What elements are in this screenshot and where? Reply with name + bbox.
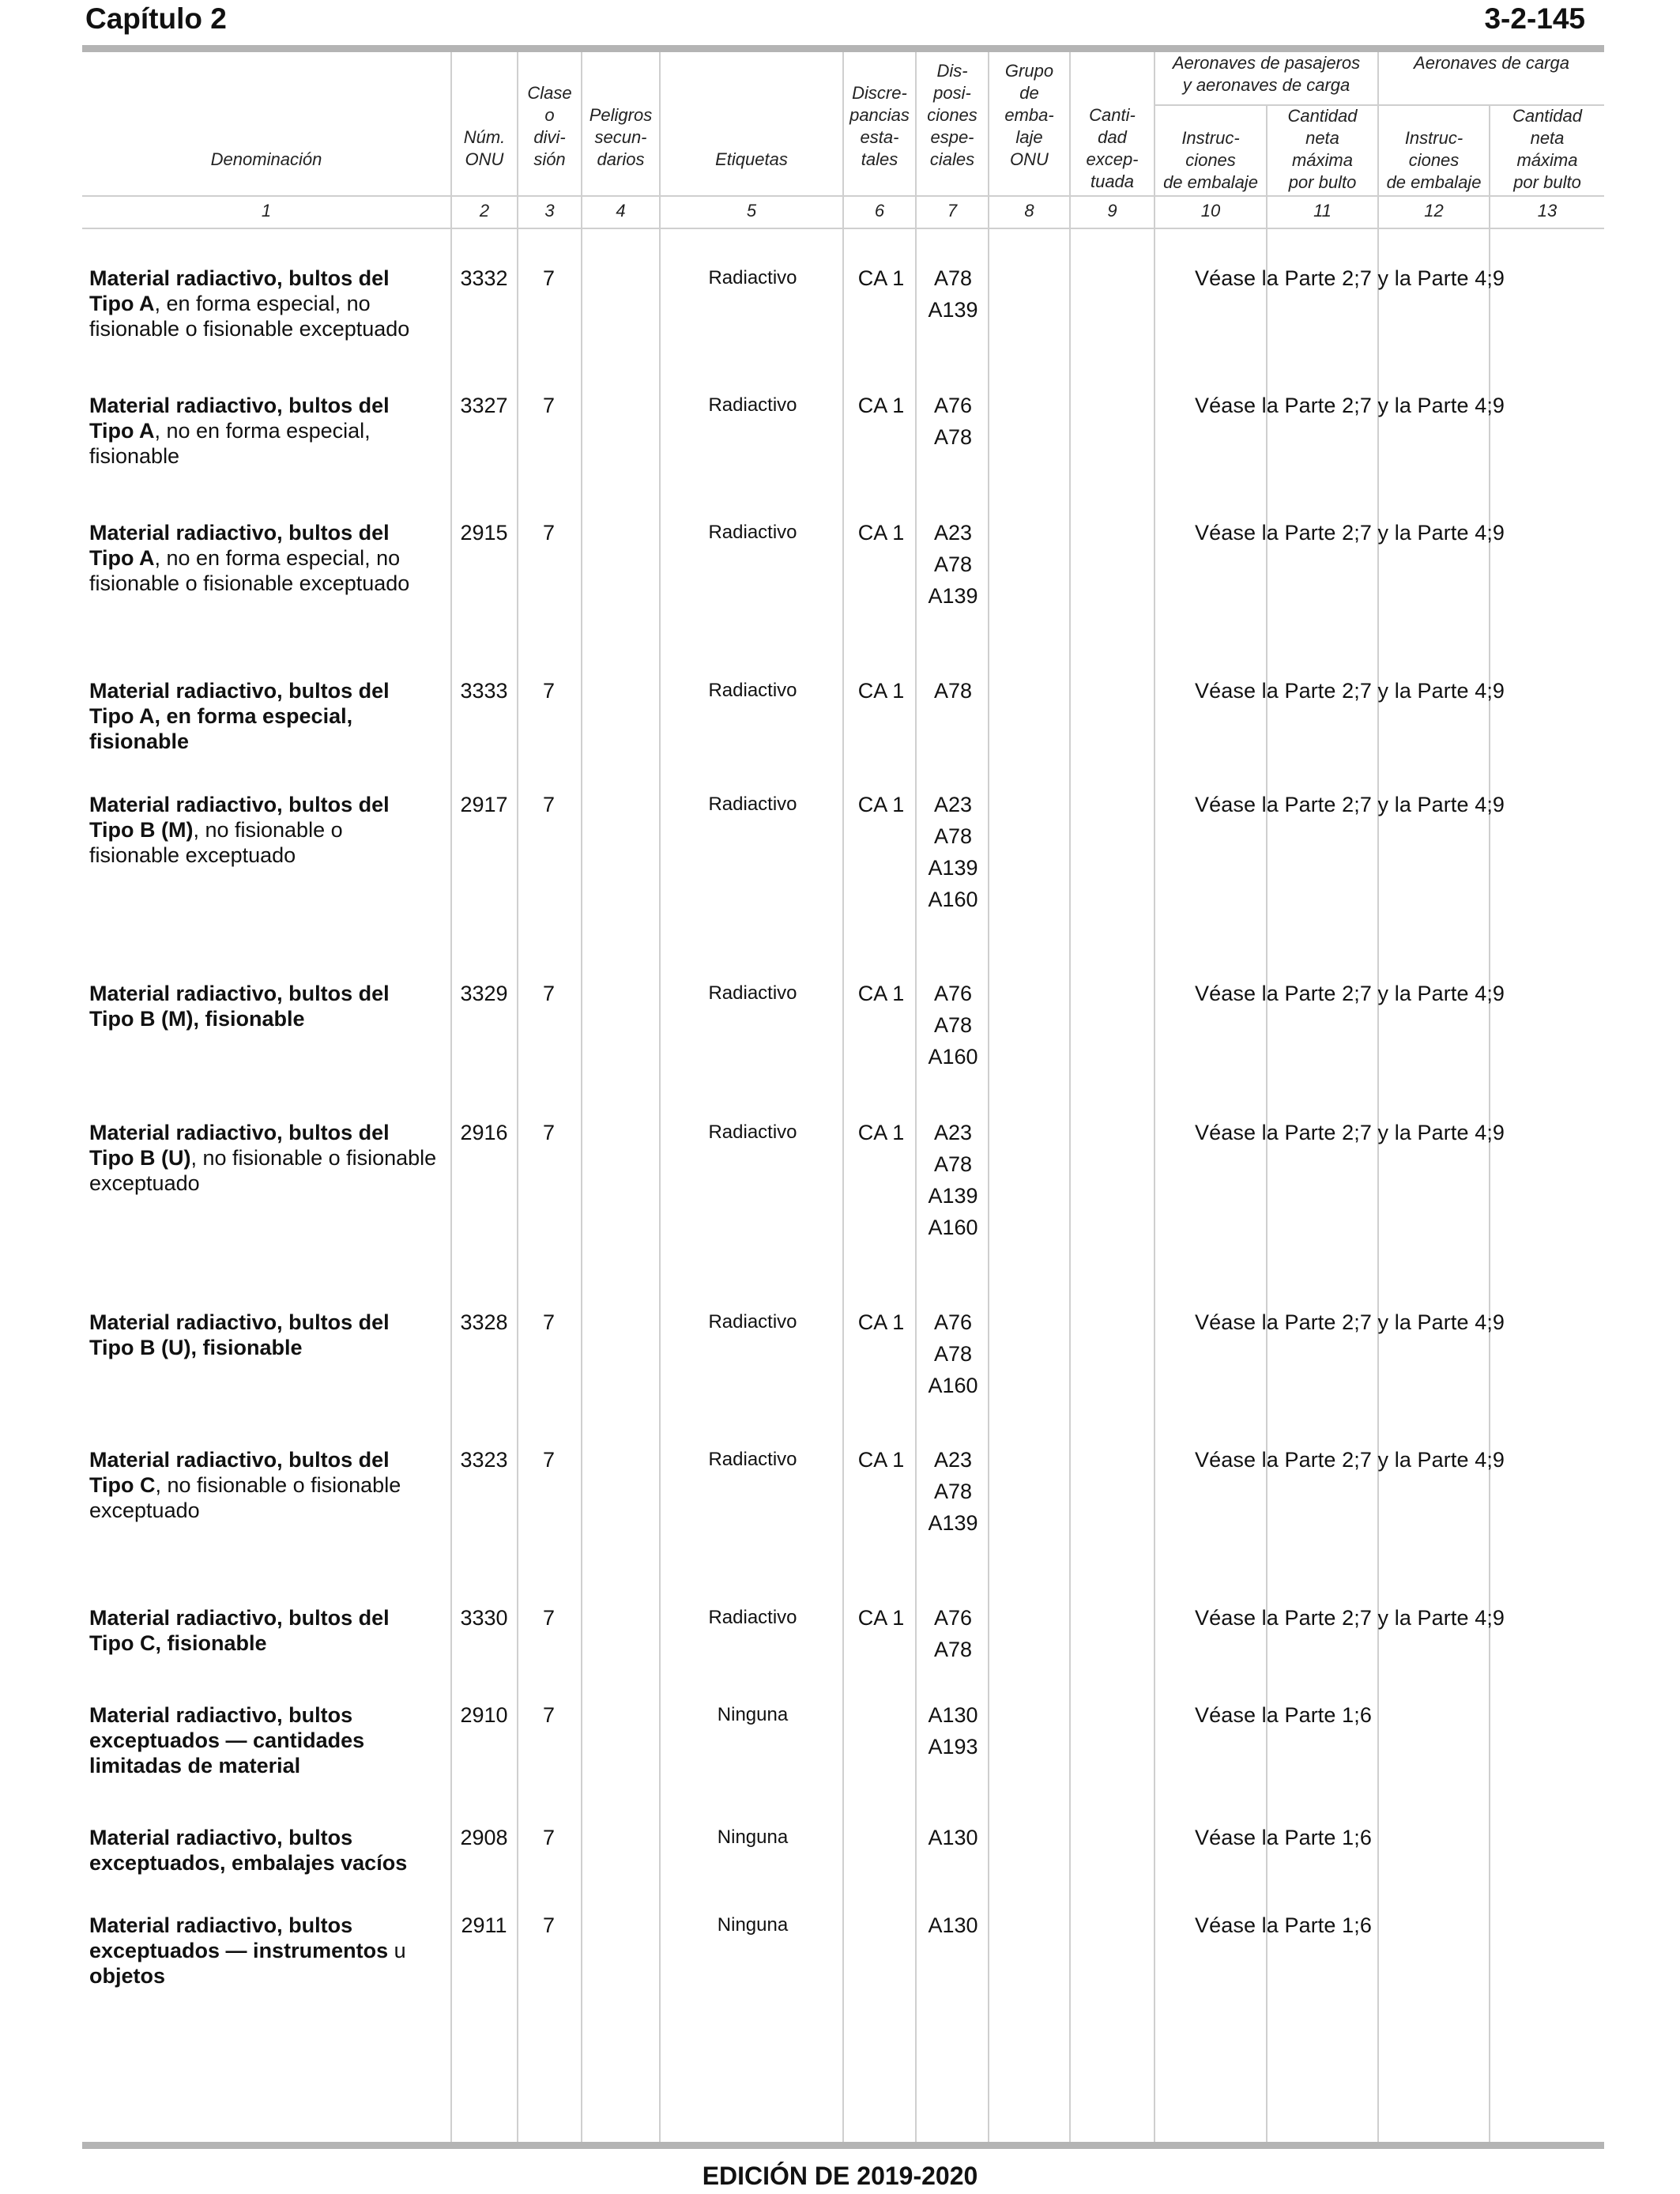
un-number: 2916 xyxy=(460,1121,508,1144)
special-provisions xyxy=(917,390,989,453)
special-provision-code: A23 xyxy=(933,521,973,545)
state-variation: CA 1 xyxy=(857,679,905,703)
header-denomination: Denominación xyxy=(210,149,322,169)
special-provision-code: A23 xyxy=(933,793,973,816)
state-variation: CA 1 xyxy=(857,521,905,545)
bottom-rule xyxy=(82,2142,1604,2149)
special-provision-code: A160 xyxy=(928,1045,978,1069)
hazard-label: Ninguna xyxy=(717,1914,789,1936)
special-provision-code: A139 xyxy=(928,1511,978,1535)
special-provision-code: A78 xyxy=(933,1480,973,1503)
special-provision-code: A193 xyxy=(928,1735,978,1759)
proper-shipping-name: Material radiactivo, bultos exceptuados — instrumentos u objetos xyxy=(89,1913,406,1988)
proper-shipping-name: Material radiactivo, bultos del Tipo B (M), no fisionable o fisionable exceptuado xyxy=(89,793,390,867)
special-provision-code: A78 xyxy=(933,1638,973,1661)
column-number: 12 xyxy=(1424,201,1444,221)
special-provision-code: A23 xyxy=(933,1121,973,1144)
header-cargo-packing-instructions: Instruc- ciones de embalaje xyxy=(1386,128,1482,192)
state-variation: CA 1 xyxy=(857,1121,905,1144)
special-provision-code: A76 xyxy=(933,982,973,1005)
hazard-label: Radiactivo xyxy=(708,394,797,416)
hazard-label: Radiactivo xyxy=(708,1607,797,1628)
class-division: 7 xyxy=(542,1121,556,1144)
reference-note: Véase la Parte 2;7 y la Parte 4;9 xyxy=(1195,982,1505,1005)
reference-note: Véase la Parte 2;7 y la Parte 4;9 xyxy=(1195,1448,1505,1472)
header-cargo-max-net-qty: Cantidad neta máxima por bulto xyxy=(1512,106,1583,192)
class-division: 7 xyxy=(542,1448,556,1472)
special-provision-code: A78 xyxy=(933,679,973,703)
col-divider xyxy=(517,52,518,2142)
special-provision-code: A160 xyxy=(928,888,978,911)
proper-shipping-name: Material radiactivo, bultos del Tipo A, en forma especial, fisionable xyxy=(89,679,390,753)
header-special-provisions: Dis- posi- ciones espe- ciales xyxy=(927,61,977,169)
hazard-label: Radiactivo xyxy=(708,680,797,701)
column-number: 4 xyxy=(616,201,626,221)
special-provision-code: A130 xyxy=(928,1913,978,1937)
class-division: 7 xyxy=(542,1913,556,1937)
class-division: 7 xyxy=(542,1703,556,1727)
reference-note: Véase la Parte 2;7 y la Parte 4;9 xyxy=(1195,394,1505,417)
reference-note: Véase la Parte 2;7 y la Parte 4;9 xyxy=(1195,793,1505,816)
un-number: 3330 xyxy=(460,1606,508,1630)
special-provision-code: A78 xyxy=(933,824,973,848)
special-provisions xyxy=(917,262,989,326)
special-provisions xyxy=(917,1117,989,1243)
top-rule xyxy=(82,45,1604,52)
class-division: 7 xyxy=(542,982,556,1005)
hazard-label: Radiactivo xyxy=(708,1449,797,1470)
column-number: 1 xyxy=(261,201,272,221)
special-provision-code: A23 xyxy=(933,1448,973,1472)
col-divider xyxy=(1154,52,1155,2142)
class-division: 7 xyxy=(542,266,556,290)
special-provision-code: A78 xyxy=(933,266,973,290)
class-division: 7 xyxy=(542,521,556,545)
un-number: 3332 xyxy=(460,266,508,290)
hazard-label: Radiactivo xyxy=(708,1311,797,1333)
proper-shipping-name: Material radiactivo, bultos del Tipo B (U), fisionable xyxy=(89,1310,390,1359)
un-number: 2908 xyxy=(460,1826,508,1849)
hazard-label: Ninguna xyxy=(717,1704,789,1725)
un-number: 2915 xyxy=(460,521,508,545)
class-division: 7 xyxy=(542,1826,556,1849)
column-number: 13 xyxy=(1537,201,1558,221)
reference-note: Véase la Parte 2;7 y la Parte 4;9 xyxy=(1195,1121,1505,1144)
column-number: 2 xyxy=(479,201,490,221)
un-number: 2911 xyxy=(461,1913,507,1937)
state-variation: CA 1 xyxy=(857,793,905,816)
reference-note: Véase la Parte 1;6 xyxy=(1195,1703,1372,1727)
page-number: 3-2-145 xyxy=(1484,2,1585,35)
special-provisions xyxy=(917,1602,989,1665)
special-provision-code: A160 xyxy=(928,1374,978,1397)
special-provisions xyxy=(917,789,989,915)
proper-shipping-name: Material radiactivo, bultos del Tipo A, en forma especial, no fisionable o fisionable exceptuado xyxy=(89,266,410,341)
hazard-label: Radiactivo xyxy=(708,982,797,1004)
un-number: 3323 xyxy=(460,1448,508,1472)
column-number: 8 xyxy=(1024,201,1034,221)
special-provisions xyxy=(917,1822,989,1853)
header-class-division: Clase o divi- sión xyxy=(527,83,572,169)
un-number: 3328 xyxy=(460,1310,508,1334)
col-divider xyxy=(581,52,582,2142)
reference-note: Véase la Parte 2;7 y la Parte 4;9 xyxy=(1195,266,1505,290)
column-number: 9 xyxy=(1107,201,1117,221)
special-provision-code: A78 xyxy=(933,425,973,449)
header-labels: Etiquetas xyxy=(715,149,788,169)
header-pax-max-net-qty: Cantidad neta máxima por bulto xyxy=(1287,106,1358,192)
class-division: 7 xyxy=(542,793,556,816)
column-number: 6 xyxy=(874,201,885,221)
un-number: 2917 xyxy=(460,793,508,816)
un-number: 2910 xyxy=(460,1703,508,1727)
special-provisions xyxy=(917,1306,989,1401)
header-passenger-aircraft: Aeronaves de pasajeros y aeronaves de carga xyxy=(1172,53,1361,95)
special-provisions xyxy=(917,1699,989,1762)
reference-note: Véase la Parte 1;6 xyxy=(1195,1913,1372,1937)
proper-shipping-name: Material radiactivo, bultos del Tipo C, fisionable xyxy=(89,1606,390,1655)
un-number: 3327 xyxy=(460,394,508,417)
special-provision-code: A76 xyxy=(933,1310,973,1334)
un-number: 3329 xyxy=(460,982,508,1005)
col-divider xyxy=(450,52,452,2142)
column-number: 7 xyxy=(947,201,958,221)
column-numbers-line xyxy=(82,228,1604,229)
special-provisions xyxy=(917,1909,989,1941)
special-provision-code: A76 xyxy=(933,1606,973,1630)
special-provision-code: A130 xyxy=(928,1703,978,1727)
reference-note: Véase la Parte 2;7 y la Parte 4;9 xyxy=(1195,679,1505,703)
column-number: 3 xyxy=(544,201,555,221)
header-un-number: Núm. ONU xyxy=(463,127,506,169)
special-provisions xyxy=(917,517,989,612)
special-provision-code: A139 xyxy=(928,1184,978,1208)
class-division: 7 xyxy=(542,394,556,417)
state-variation: CA 1 xyxy=(857,266,905,290)
state-variation: CA 1 xyxy=(857,394,905,417)
header-subsidiary-hazards: Peligros secun- darios xyxy=(589,105,653,169)
proper-shipping-name: Material radiactivo, bultos del Tipo B (U), no fisionable o fisionable exceptuado xyxy=(89,1121,437,1195)
state-variation: CA 1 xyxy=(857,1606,905,1630)
hazard-label: Radiactivo xyxy=(708,794,797,815)
special-provision-code: A78 xyxy=(933,552,973,576)
chapter-title: Capítulo 2 xyxy=(85,2,227,35)
class-division: 7 xyxy=(542,679,556,703)
special-provision-code: A139 xyxy=(928,584,978,608)
edition-footer: EDICIÓN DE 2019-2020 xyxy=(702,2162,978,2190)
header-pax-packing-instructions: Instruc- ciones de embalaje xyxy=(1163,128,1258,192)
proper-shipping-name: Material radiactivo, bultos exceptuados, embalajes vacíos xyxy=(89,1826,408,1875)
special-provision-code: A160 xyxy=(928,1216,978,1239)
special-provisions xyxy=(917,1444,989,1539)
special-provisions xyxy=(917,675,989,707)
special-provision-code: A130 xyxy=(928,1826,978,1849)
hazard-label: Radiactivo xyxy=(708,1122,797,1143)
state-variation: CA 1 xyxy=(857,982,905,1005)
reference-note: Véase la Parte 2;7 y la Parte 4;9 xyxy=(1195,521,1505,545)
header-excepted-quantity: Canti- dad excep- tuada xyxy=(1086,105,1139,191)
proper-shipping-name: Material radiactivo, bultos del Tipo B (M), fisionable xyxy=(89,982,390,1031)
class-division: 7 xyxy=(542,1310,556,1334)
col-divider xyxy=(1069,52,1071,2142)
reference-note: Véase la Parte 2;7 y la Parte 4;9 xyxy=(1195,1606,1505,1630)
proper-shipping-name: Material radiactivo, bultos del Tipo C, no fisionable o fisionable exceptuado xyxy=(89,1448,401,1522)
special-provision-code: A78 xyxy=(933,1013,973,1037)
header-bottom-line xyxy=(82,195,1604,197)
reference-note: Véase la Parte 2;7 y la Parte 4;9 xyxy=(1195,1310,1505,1334)
special-provisions xyxy=(917,978,989,1072)
special-provision-code: A139 xyxy=(928,856,978,880)
special-provision-code: A78 xyxy=(933,1152,973,1176)
state-variation: CA 1 xyxy=(857,1310,905,1334)
special-provision-code: A78 xyxy=(933,1342,973,1366)
special-provision-code: A139 xyxy=(928,298,978,322)
column-number: 11 xyxy=(1313,201,1332,221)
proper-shipping-name: Material radiactivo, bultos del Tipo A, no en forma especial, fisionable xyxy=(89,394,390,468)
header-state-variations: Discre- pancias esta- tales xyxy=(849,83,910,169)
special-provision-code: A76 xyxy=(933,394,973,417)
proper-shipping-name: Material radiactivo, bultos exceptuados — cantidades limitadas de material xyxy=(89,1703,365,1777)
hazard-label: Radiactivo xyxy=(708,267,797,288)
state-variation: CA 1 xyxy=(857,1448,905,1472)
un-number: 3333 xyxy=(460,679,508,703)
col-divider xyxy=(1377,52,1379,2142)
reference-note: Véase la Parte 1;6 xyxy=(1195,1826,1372,1849)
class-division: 7 xyxy=(542,1606,556,1630)
header-cargo-aircraft: Aeronaves de carga xyxy=(1414,53,1569,73)
proper-shipping-name: Material radiactivo, bultos del Tipo A, no en forma especial, no fisionable o fisionable exceptuado xyxy=(89,521,410,595)
hazard-label: Ninguna xyxy=(717,1826,789,1848)
column-number: 10 xyxy=(1200,201,1221,221)
header-packing-group: Grupo de emba- laje ONU xyxy=(1004,61,1054,169)
column-number: 5 xyxy=(746,201,757,221)
hazard-label: Radiactivo xyxy=(708,522,797,543)
